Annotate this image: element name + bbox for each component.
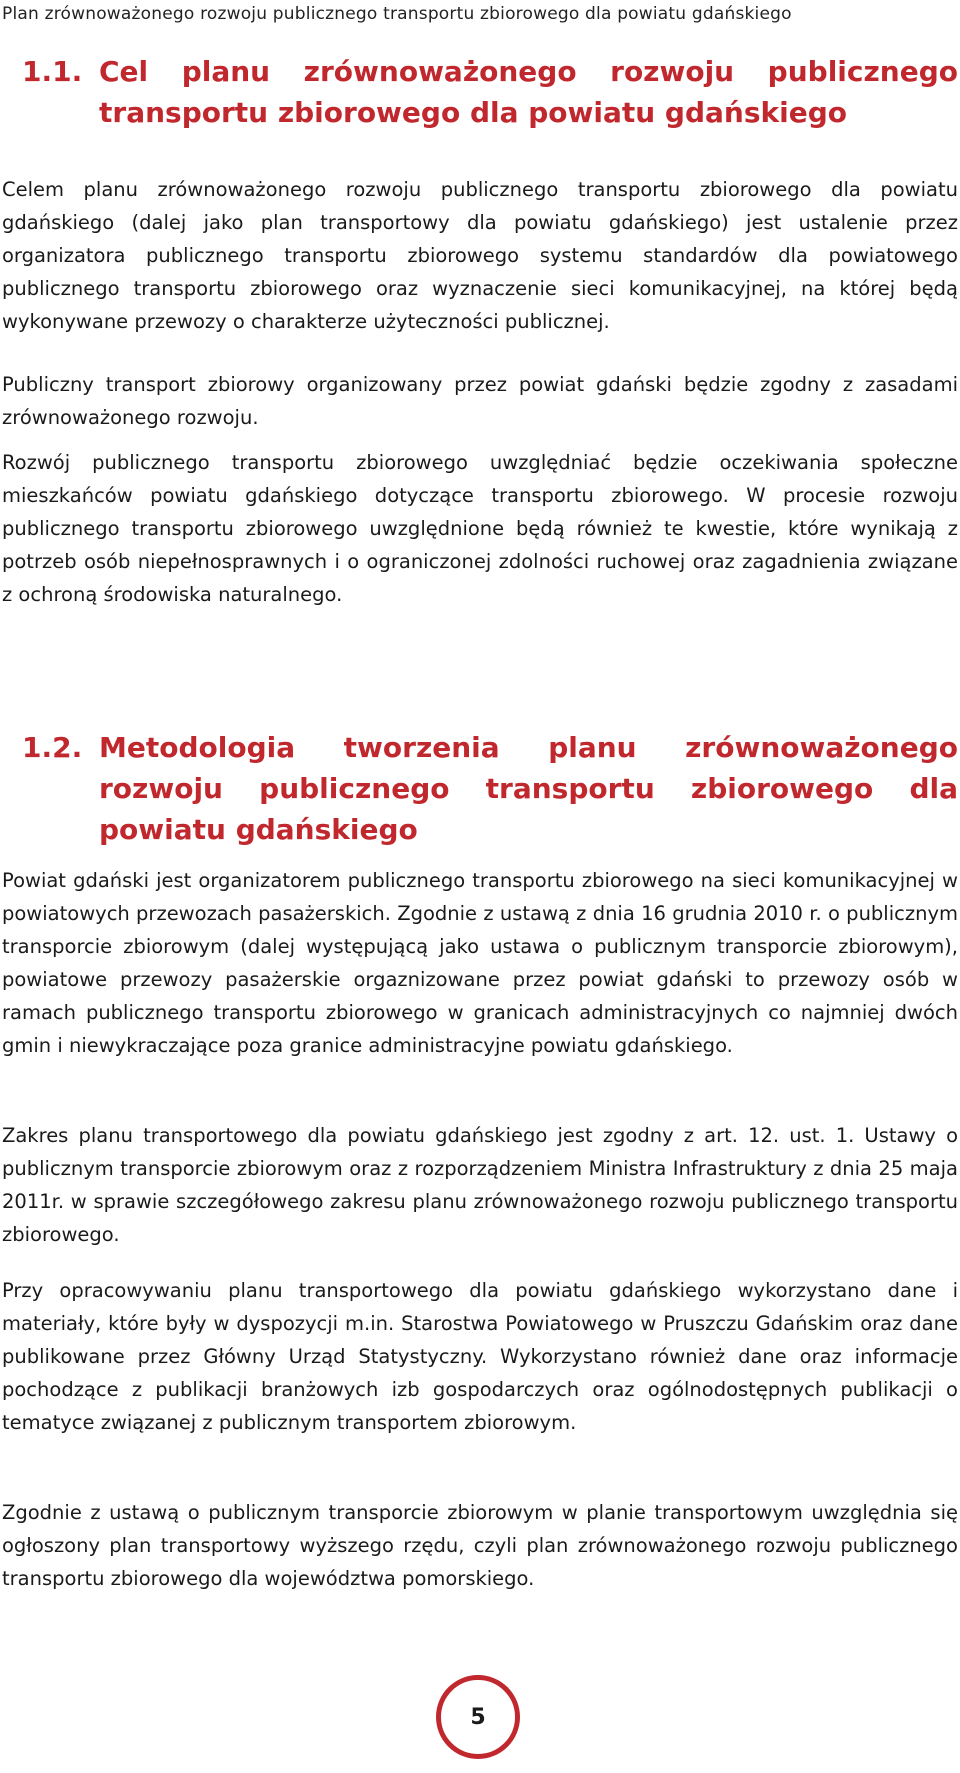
section-title: Metodologia tworzenia planu zrównoważonego rozwoju publicznego transportu zbiorowego dla powiatu gdańskiego — [99, 731, 958, 846]
section-title: Cel planu zrównoważonego rozwoju publicznego transportu zbiorowego dla powiatu gdańskiego — [99, 55, 958, 129]
running-header: Plan zrównoważonego rozwoju publicznego transportu zbiorowego dla powiatu gdańskiego — [2, 4, 792, 24]
page-number-badge — [436, 1675, 520, 1759]
paragraph: Zgodnie z ustawą o publicznym transporcie zbiorowym w planie transportowym uwzględnia się ogłoszony plan transportowy wyższego rzędu, czyli plan zrównoważonego rozwoju publicznego transportu zbiorowego dla województwa pomorskiego. — [2, 1501, 958, 1590]
paragraph: Publiczny transport zbiorowy organizowany przez powiat gdański będzie zgodny z zasadami zrównoważonego rozwoju. — [2, 373, 958, 429]
paragraph: Zakres planu transportowego dla powiatu gdańskiego jest zgodny z art. 12. ust. 1. Ustawy o publicznym transporcie zbiorowym oraz z rozporządzeniem Ministra Infrastruktury z dnia 25 maja 2011r. w sprawie szczegółowego zakresu planu zrównoważonego rozwoju publicznego transportu zbiorowego. — [2, 1124, 958, 1246]
paragraph: Rozwój publicznego transportu zbiorowego uwzględniać będzie oczekiwania społeczne mieszkańców powiatu gdańskiego dotyczące transportu zbiorowego. W procesie rozwoju publicznego transportu zbiorowego uwzględnione będą również te kwestie, które wynikają z potrzeb osób niepełnosprawnych i o ograniczonej zdolności ruchowej oraz zagadnienia związane z ochroną środowiska naturalnego. — [2, 451, 958, 606]
section-heading-1-1 — [2, 51, 958, 133]
page-number: 5 — [470, 1704, 486, 1730]
section-number: 1.1. — [22, 55, 83, 88]
paragraph: Powiat gdański jest organizatorem publicznego transportu zbiorowego na sieci komunikacyjnej w powiatowych przewozach pasażerskich. Zgodnie z ustawą z dnia 16 grudnia 2010 r. o publicznym transporcie zbiorowym (dalej występującą jako ustawa o publicznym transporcie zbiorowym), powiatowe przewozy pasażerskie orgaznizowane przez powiat gdański to przewozy osób w ramach publicznego transportu zbiorowego w granicach administracyjnych co najmniej dwóch gmin i niewykraczające poza granice administracyjne powiatu gdańskiego. — [2, 869, 958, 1057]
section-number: 1.2. — [22, 731, 83, 764]
paragraph: Celem planu zrównoważonego rozwoju publicznego transportu zbiorowego dla powiatu gdańskiego (dalej jako plan transportowy dla powiatu gdańskiego) jest ustalenie przez organizatora publicznego transportu zbiorowego systemu standardów dla powiatowego publicznego transportu zbiorowego oraz wyznaczenie sieci komunikacyjnej, na której będą wykonywane przewozy o charakterze użyteczności publicznej. — [2, 178, 958, 333]
paragraph: Przy opracowywaniu planu transportowego dla powiatu gdańskiego wykorzystano dane i materiały, które były w dyspozycji m.in. Starostwa Powiatowego w Pruszczu Gdańskim oraz dane publikowane przez Główny Urząd Statystyczny. Wykorzystano również dane oraz informacje pochodzące z publikacji branżowych izb gospodarczych oraz ogólnodostępnych publikacji o tematyce związanej z publicznym transportem zbiorowym. — [2, 1279, 958, 1434]
section-heading-1-2 — [2, 727, 958, 850]
